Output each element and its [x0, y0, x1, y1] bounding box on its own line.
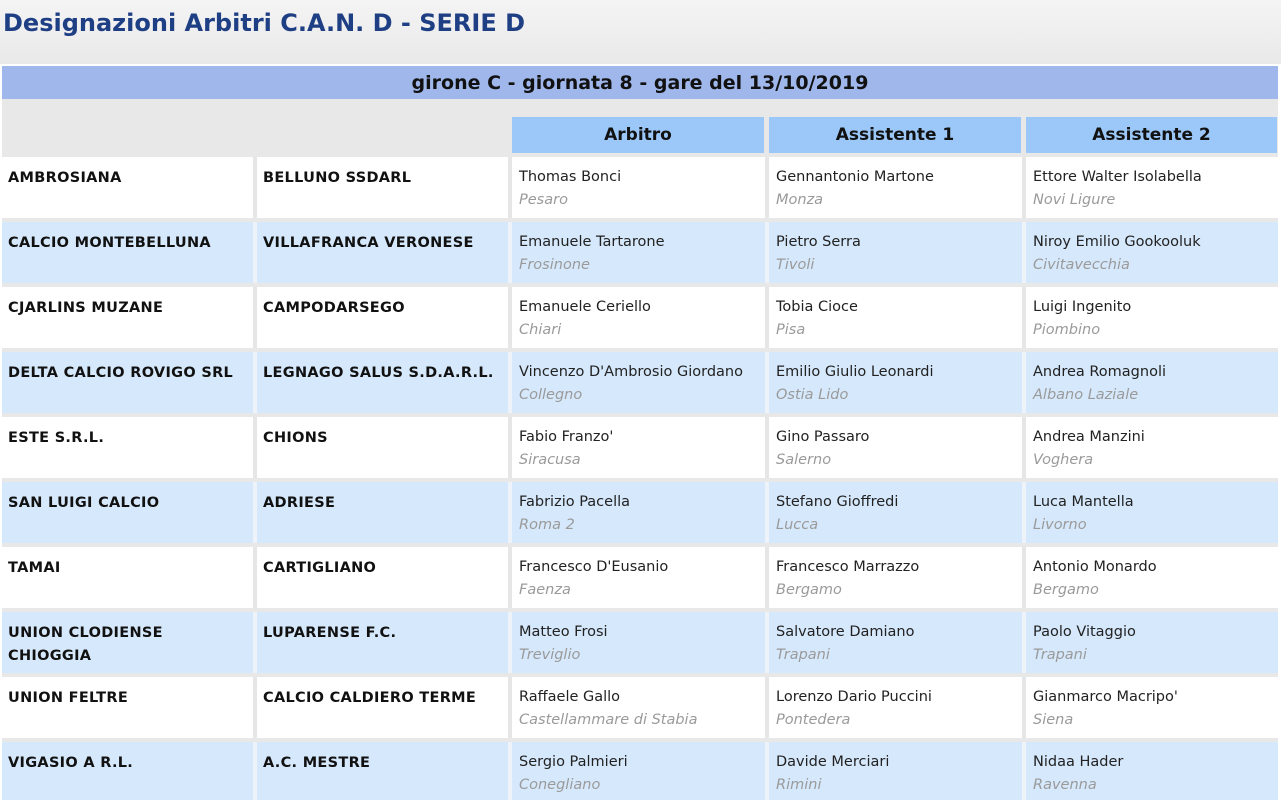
assistant-1-name: Stefano Gioffredi [776, 494, 899, 510]
round-header: girone C - giornata 8 - gare del 13/10/2019 [2, 66, 1278, 100]
referee-city: Conegliano [519, 777, 601, 793]
assistant-2-city: Civitavecchia [1033, 257, 1130, 273]
assistant-1-name: Emilio Giulio Leonardi [776, 364, 934, 380]
assistant-2-cell [1026, 482, 1278, 543]
assistant-1-name: Salvatore Damiano [776, 624, 915, 640]
assistant-2-city: Ravenna [1033, 777, 1097, 793]
assistant-1-name: Gino Passaro [776, 429, 870, 445]
referee-cell [512, 547, 765, 608]
assistant-2-name: Andrea Romagnoli [1033, 364, 1166, 380]
referee-cell [512, 222, 765, 283]
assistant-2-name: Niroy Emilio Gookooluk [1033, 234, 1201, 250]
referee-city: Siracusa [519, 452, 581, 468]
referee-city: Castellammare di Stabia [519, 712, 698, 728]
home-team: AMBROSIANA [2, 157, 253, 218]
referee-cell [512, 417, 765, 478]
assistant-1-cell [769, 482, 1022, 543]
referee-city: Pesaro [519, 192, 568, 208]
referee-name: Francesco D'Eusanio [519, 559, 669, 575]
referee-city: Collegno [519, 387, 583, 403]
table-row [2, 287, 1278, 352]
assistant-1-city: Ostia Lido [776, 387, 849, 403]
assistant-2-cell [1026, 677, 1278, 738]
assistant-2-cell [1026, 287, 1278, 348]
designations-table [2, 157, 1278, 800]
assistant-1-city: Monza [776, 192, 824, 208]
table-row [2, 352, 1278, 417]
assistant-1-city: Rimini [776, 777, 822, 793]
referee-name: Raffaele Gallo [519, 689, 621, 705]
assistant-2-name: Luca Mantella [1033, 494, 1134, 510]
referee-cell [512, 287, 765, 348]
assistant-2-name: Nidaa Hader [1033, 754, 1124, 770]
assistant-2-name: Andrea Manzini [1033, 429, 1145, 445]
assistant-2-city: Livorno [1033, 517, 1087, 533]
assistant-1-name: Gennantonio Martone [776, 169, 934, 185]
assistant-1-cell [769, 742, 1022, 800]
assistant-1-city: Salerno [776, 452, 832, 468]
assistant-2-cell [1026, 547, 1278, 608]
assistant-1-city: Pisa [776, 322, 806, 338]
assistant-2-city: Novi Ligure [1033, 192, 1116, 208]
assistant-2-city: Albano Laziale [1033, 387, 1139, 403]
referee-cell [512, 352, 765, 413]
assistant-2-city: Piombino [1033, 322, 1101, 338]
assistant-1-name: Francesco Marrazzo [776, 559, 920, 575]
assistant-1-cell [769, 287, 1022, 348]
assistant-1-cell [769, 157, 1022, 218]
table-row [2, 547, 1278, 612]
away-team: CAMPODARSEGO [257, 287, 508, 348]
assistant-1-name: Lorenzo Dario Puccini [776, 689, 932, 705]
assistant-1-cell [769, 222, 1022, 283]
assistant-1-city: Pontedera [776, 712, 851, 728]
assistant-2-name: Luigi Ingenito [1033, 299, 1132, 315]
home-team: DELTA CALCIO ROVIGO SRL [2, 352, 253, 413]
referee-city: Chiari [519, 322, 562, 338]
referee-city: Faenza [519, 582, 571, 598]
referee-cell [512, 677, 765, 738]
referee-name: Fabrizio Pacella [519, 494, 631, 510]
home-team: SAN LUIGI CALCIO [2, 482, 253, 543]
referee-name: Fabio Franzo' [519, 429, 614, 445]
referee-cell [512, 742, 765, 800]
referee-city: Treviglio [519, 647, 581, 663]
assistant-2-cell [1026, 157, 1278, 218]
assistant-1-city: Trapani [776, 647, 830, 663]
assistant-2-city: Bergamo [1033, 582, 1099, 598]
referee-name: Sergio Palmieri [519, 754, 628, 770]
assistant-1-city: Tivoli [776, 257, 815, 273]
table-row [2, 157, 1278, 222]
assistant-1-cell [769, 547, 1022, 608]
column-header-assistente-1: Assistente 1 [769, 117, 1021, 153]
assistant-2-cell [1026, 417, 1278, 478]
referee-city: Roma 2 [519, 517, 575, 533]
page-title: Designazioni Arbitri C.A.N. D - SERIE D [3, 9, 526, 37]
referee-cell [512, 482, 765, 543]
assistant-2-city: Trapani [1033, 647, 1087, 663]
assistant-1-city: Lucca [776, 517, 819, 533]
assistant-2-cell [1026, 742, 1278, 800]
away-team: VILLAFRANCA VERONESE [257, 222, 508, 283]
assistant-2-name: Paolo Vitaggio [1033, 624, 1136, 640]
referee-cell [512, 157, 765, 218]
table-row [2, 742, 1278, 800]
referee-name: Thomas Bonci [519, 169, 622, 185]
home-team: VIGASIO A R.L. [2, 742, 253, 800]
home-team: TAMAI [2, 547, 253, 608]
away-team: CHIONS [257, 417, 508, 478]
referee-name: Vincenzo D'Ambrosio Giordano [519, 364, 743, 380]
home-team: CJARLINS MUZANE [2, 287, 253, 348]
away-team: CALCIO CALDIERO TERME [257, 677, 508, 738]
column-header-arbitro: Arbitro [512, 117, 764, 153]
table-row [2, 612, 1278, 677]
home-team: ESTE S.R.L. [2, 417, 253, 478]
home-team: UNION CLODIENSE CHIOGGIA [2, 612, 253, 673]
referee-city: Frosinone [519, 257, 590, 273]
home-team: CALCIO MONTEBELLUNA [2, 222, 253, 283]
assistant-2-cell [1026, 612, 1278, 673]
assistant-2-cell [1026, 352, 1278, 413]
assistant-1-cell [769, 612, 1022, 673]
table-row [2, 677, 1278, 742]
assistant-1-name: Davide Merciari [776, 754, 890, 770]
away-team: A.C. MESTRE [257, 742, 508, 800]
away-team: CARTIGLIANO [257, 547, 508, 608]
column-header-assistente-2: Assistente 2 [1026, 117, 1277, 153]
referee-name: Emanuele Ceriello [519, 299, 651, 315]
assistant-2-city: Voghera [1033, 452, 1094, 468]
assistant-1-name: Pietro Serra [776, 234, 861, 250]
home-team: UNION FELTRE [2, 677, 253, 738]
assistant-1-name: Tobia Cioce [776, 299, 858, 315]
assistant-1-cell [769, 677, 1022, 738]
assistant-2-name: Ettore Walter Isolabella [1033, 169, 1202, 185]
away-team: LUPARENSE F.C. [257, 612, 508, 673]
referee-name: Emanuele Tartarone [519, 234, 665, 250]
assistant-1-cell [769, 352, 1022, 413]
assistant-2-cell [1026, 222, 1278, 283]
away-team: LEGNAGO SALUS S.D.A.R.L. [257, 352, 508, 413]
away-team: ADRIESE [257, 482, 508, 543]
away-team: BELLUNO SSDARL [257, 157, 508, 218]
assistant-2-name: Gianmarco Macripo' [1033, 689, 1178, 705]
assistant-1-city: Bergamo [776, 582, 842, 598]
table-row [2, 417, 1278, 482]
referee-name: Matteo Frosi [519, 624, 608, 640]
table-row [2, 222, 1278, 287]
assistant-1-cell [769, 417, 1022, 478]
assistant-2-name: Antonio Monardo [1033, 559, 1157, 575]
assistant-2-city: Siena [1033, 712, 1074, 728]
table-row [2, 482, 1278, 547]
referee-cell [512, 612, 765, 673]
